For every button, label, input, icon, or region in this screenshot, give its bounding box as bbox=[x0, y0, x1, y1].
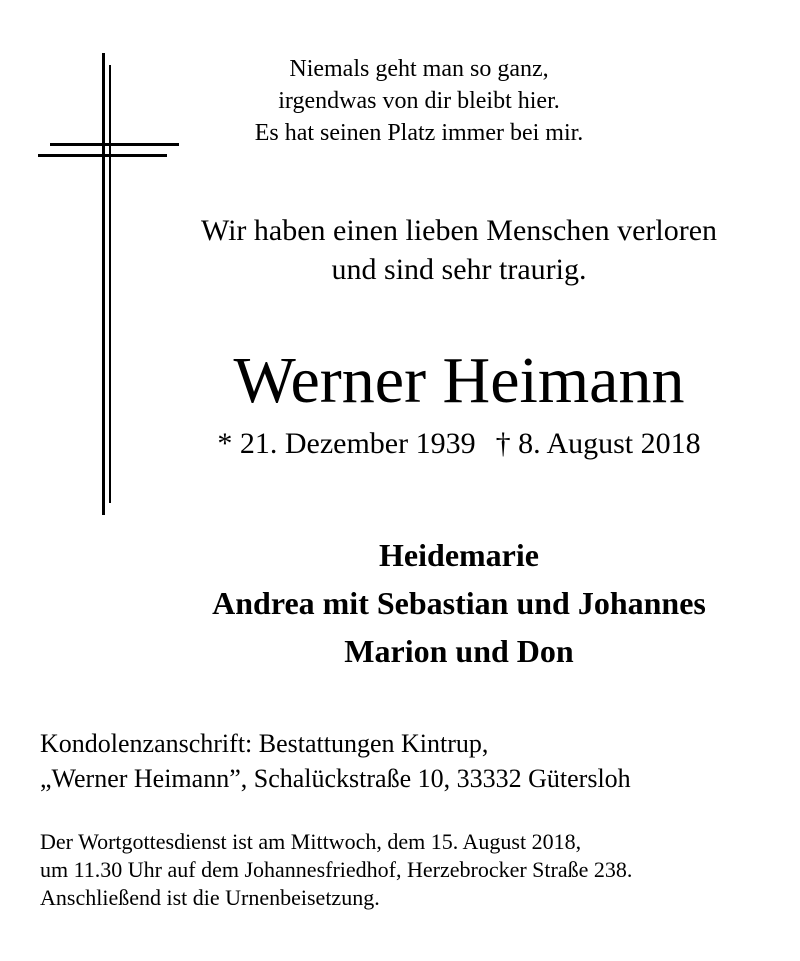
cross-horizontal-bar-bottom bbox=[38, 154, 167, 157]
motto-line: Niemals geht man so ganz, bbox=[289, 56, 549, 82]
cross-horizontal-bar-top bbox=[50, 143, 179, 146]
lead-line: und sind sehr traurig. bbox=[331, 253, 587, 286]
motto-verse bbox=[244, 53, 594, 149]
motto-line: Es hat seinen Platz immer bei mir. bbox=[254, 120, 584, 146]
birth-date: * 21. Dezember 1939 bbox=[217, 427, 476, 460]
service-line: um 11.30 Uhr auf dem Johannesfriedhof, Herzebrocker Straße 238. bbox=[40, 857, 633, 882]
deceased-name: Werner Heimann bbox=[233, 344, 685, 417]
death-date: † 8. August 2018 bbox=[495, 427, 701, 460]
mourners-list bbox=[104, 531, 800, 675]
mourner-line: Andrea mit Sebastian und Johannes bbox=[212, 585, 706, 621]
service-line: Der Wortgottesdienst ist am Mittwoch, dem 15. August 2018, bbox=[40, 829, 582, 854]
service-info bbox=[40, 828, 790, 912]
service-line: Anschließend ist die Urnenbeisetzung. bbox=[40, 885, 380, 910]
cross-vertical-bar-right bbox=[102, 53, 105, 515]
lead-text bbox=[144, 211, 774, 289]
condolence-address bbox=[40, 726, 780, 796]
condolence-line: „Werner Heimann”, Schalückstraße 10, 33332 Gütersloh bbox=[40, 764, 631, 793]
life-dates bbox=[144, 424, 774, 464]
cross-vertical-bar-left bbox=[109, 65, 111, 503]
motto-line: irgendwas von dir bleibt hier. bbox=[278, 88, 560, 114]
lead-line: Wir haben einen lieben Menschen verloren bbox=[200, 214, 718, 247]
condolence-line: Kondolenzanschrift: Bestattungen Kintrup, bbox=[40, 729, 489, 758]
mourner-line: Heidemarie bbox=[379, 537, 539, 573]
obituary-notice bbox=[4, 3, 796, 958]
mourner-line: Marion und Don bbox=[344, 633, 574, 669]
